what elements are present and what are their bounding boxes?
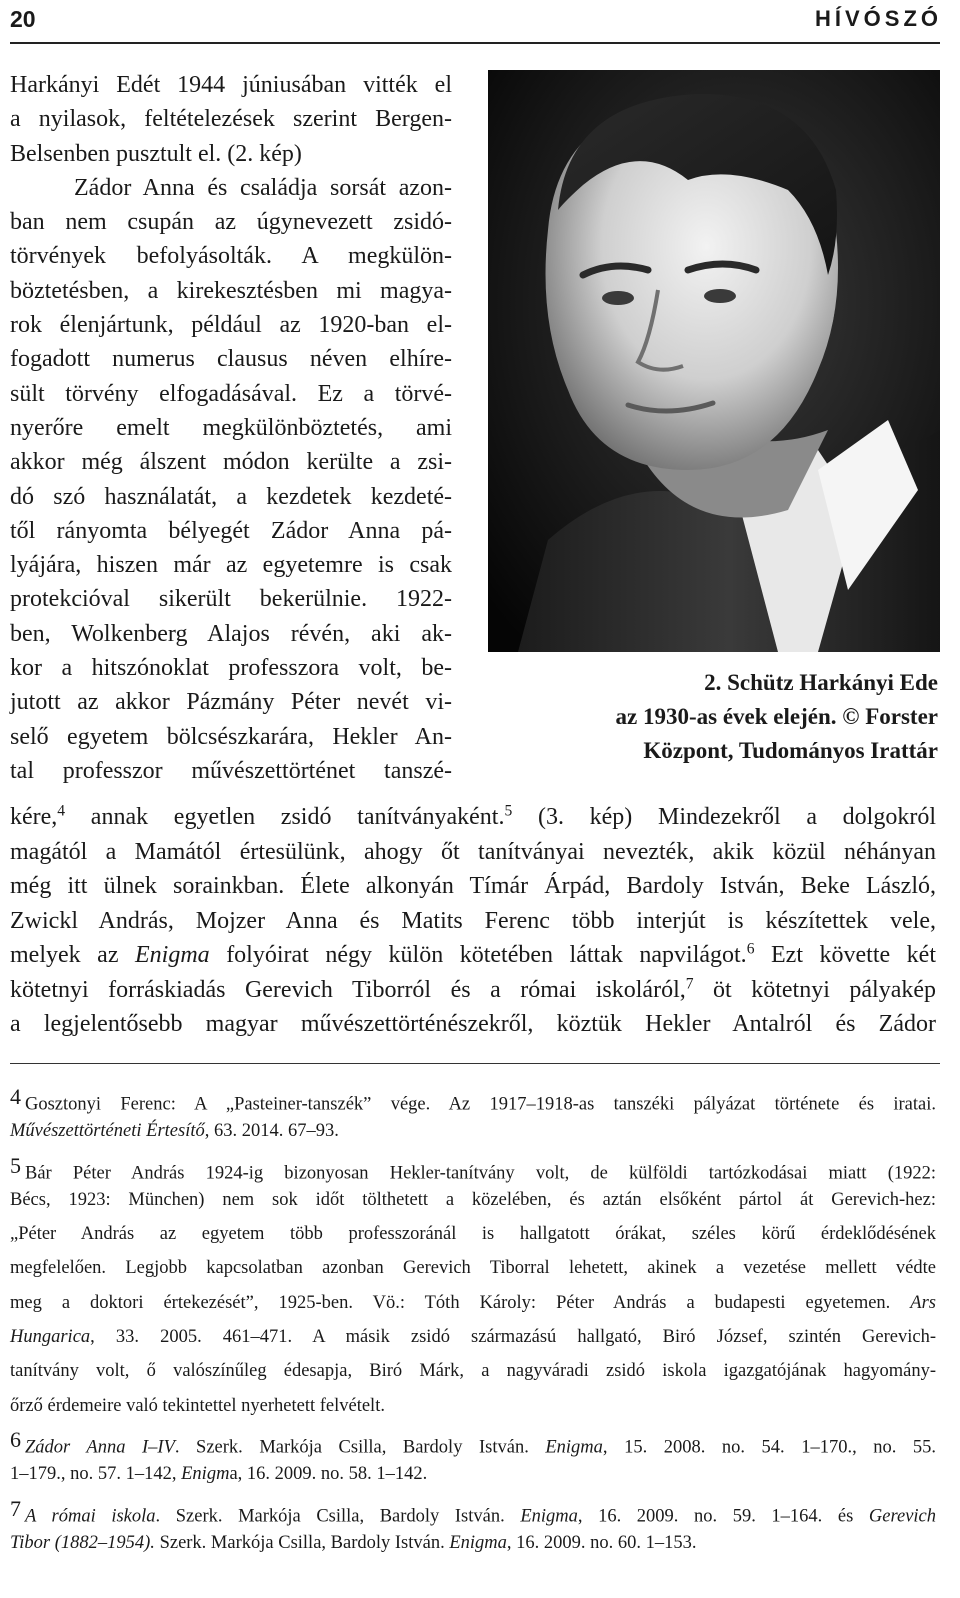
text-line: dó szó használatát, a kezdetek kezdeté- — [10, 483, 452, 510]
text-span: , 63. 2014. 67–93. — [204, 1121, 339, 1142]
footnote-ref: 7 — [685, 974, 694, 992]
text-span: 1–179., no. 57. 1–142, — [10, 1464, 182, 1485]
text-line: selő egyetem bölcsészkarára, Hekler An- — [10, 723, 452, 750]
footnote-4-line — [10, 1114, 936, 1148]
text-span: . Szerk. Markója Csilla, Bardoly István. — [174, 1437, 546, 1458]
text-span: . Szerk. Markója Csilla, Bardoly István. — [155, 1506, 521, 1527]
footnote-ref: 4 — [57, 802, 66, 820]
text-span: Szerk. Markója Csilla, Bardoly István. — [154, 1532, 450, 1553]
text-span: öt kötetnyi pályakép — [693, 976, 937, 1003]
footnote-5-line — [10, 1320, 936, 1354]
text-line: nyerőre emelt megkülönböztetés, ami — [10, 414, 452, 441]
body-text — [10, 800, 936, 1042]
page-header — [0, 0, 960, 50]
text-line: még itt ülnek sorainkban. Élete alkonyán Tímár Árpád, Bardoly István, Beke László, — [10, 873, 936, 899]
text-line: jutott az akkor Pázmány Péter nevét vi- — [10, 689, 452, 716]
portrait-illustration — [488, 70, 940, 652]
footnote-5-line: „Péter András az egyetem több professzoránál is hallgatott órákat, széles körű érdeklődésének — [10, 1224, 936, 1245]
text-line: fogadott numerus clausus néven elhíre- — [10, 346, 452, 373]
column-text — [10, 68, 452, 788]
footnote-number: 6 — [10, 1426, 21, 1452]
footnote-number: 5 — [10, 1152, 21, 1178]
text-line: magától a Mamától értesülünk, ahogy őt tanítványai nevezték, akik közül néhányan — [10, 838, 936, 865]
header-rule — [10, 42, 940, 44]
text-line: ben, Wolkenberg Alajos révén, aki ak- — [10, 620, 452, 647]
journal-name: Hungarica — [10, 1327, 91, 1348]
text-span: kötetnyi forráskiadás Gerevich Tiborról és a római iskoláról, — [10, 976, 686, 1003]
journal-name: Ars — [910, 1292, 936, 1313]
footnote-7-line — [10, 1526, 936, 1560]
footnote-7-line — [10, 1492, 936, 1526]
text-line: Zwickl András, Mojzer Anna és Matits Ferenc több interjút is készítettek vele, — [10, 907, 936, 934]
journal-name: Enigma — [135, 942, 210, 968]
footnote-4-line — [10, 1080, 936, 1114]
text-line: ban nem csupán az úgynevezett zsidó- — [10, 209, 452, 236]
footnote-5-line — [10, 1149, 936, 1183]
text-span: , 16. 2009. no. 60. 1–153. — [506, 1532, 697, 1553]
text-line: a legjelentősebb magyar művészettörténészekről, köztük Hekler Antalról és Zádor — [10, 1011, 936, 1037]
text-span: folyóirat négy külön kötetében láttak napvilágot. — [209, 942, 747, 968]
footnote-5-line — [10, 1286, 936, 1320]
text-line: kor a hitszónoklat professzora volt, be- — [10, 655, 452, 682]
text-line: Zádor Anna és családja sorsát azon- — [74, 174, 452, 201]
photo-caption — [538, 666, 938, 768]
text-line: tal professzor művészettörténet tanszé- — [10, 757, 452, 784]
text-span: Bár Péter András 1924-ig bizonyosan Hekler-tanítvány volt, de külföldi tartózkodásai miatt (1922: — [25, 1163, 936, 1184]
portrait-photo — [488, 70, 940, 652]
text-span: , 33. 2005. 461–471. A másik zsidó származású hallgató, Biró József, szintén Gerevich- — [90, 1327, 936, 1348]
journal-title: HÍVÓSZÓ — [814, 6, 942, 31]
book-title: Tibor (1882–1954). — [10, 1532, 155, 1553]
text-span: melyek az — [10, 942, 135, 968]
footnote-ref: 5 — [504, 802, 513, 820]
text-line: Belsenben pusztult el. (2. kép) — [10, 140, 302, 167]
caption-line: 2. Schütz Harkányi Ede — [704, 670, 938, 695]
footnote-rule — [10, 1063, 940, 1064]
text-line — [10, 800, 936, 835]
text-span: (3. kép) Mindezekről a dolgokról — [512, 804, 936, 830]
text-line: protekcióval sikerült bekerülnie. 1922- — [10, 586, 452, 613]
text-line: törvények befolyásolták. A megkülön- — [10, 243, 452, 270]
text-line: lyájára, hiszen már az egyetemre is csak — [10, 552, 452, 579]
text-line: Harkányi Edét 1944 júniusában vitték el — [10, 72, 452, 98]
footnote-6-line — [10, 1457, 936, 1491]
caption-line: Központ, Tudományos Irattár — [643, 738, 938, 763]
text-span: a, 16. 2009. no. 58. 1–142. — [229, 1464, 428, 1485]
footnote-number: 7 — [10, 1495, 21, 1521]
text-span: annak egyetlen zsidó tanítványaként. — [65, 804, 505, 830]
text-line: sült törvény elfogadásával. Ez a törvé- — [10, 380, 452, 407]
journal-name: Művészettörténeti Értesítő — [10, 1121, 205, 1142]
text-span: , 16. 2009. no. 59. 1–164. és — [577, 1506, 869, 1527]
text-span: Gosztonyi Ferenc: A „Pasteiner-tanszék” vége. Az 1917–1918-as tanszéki pályázat története és iratai. — [25, 1094, 936, 1115]
book-title: Zádor Anna I–IV — [25, 1437, 175, 1458]
text-line: rok élenjártunk, például az 1920-ban el- — [10, 312, 452, 339]
journal-name: Enigma — [545, 1437, 603, 1458]
text-line: a nyilasok, feltételezések szerint Bergen- — [10, 106, 452, 133]
text-line: akkor még álszent módon kerülte a zsi- — [10, 449, 452, 476]
journal-name: Enigma — [520, 1506, 578, 1527]
caption-line: az 1930-as évek elején. © Forster — [615, 704, 938, 729]
footnote-ref: 6 — [746, 940, 755, 958]
footnote-number: 4 — [10, 1084, 21, 1109]
text-span: meg a doktori értekezését”, 1925-ben. Vö.: Tóth Károly: Péter András a budapesti egyetemen. — [10, 1292, 911, 1313]
footnote-5-line: megfelelően. Legjobb kapcsolatban azonban Gerevich Tiborral lehetett, akinek a vezetése mellett védte — [10, 1258, 936, 1279]
footnote-5-line: őrző érdemeire való tekintettel nyerhetett felvételt. — [10, 1395, 385, 1416]
footnote-5-line: Bécs, 1923: München) nem sok időt tölthetett a közelében, és aztán elsőként pártol át Gerevich-hez: — [10, 1189, 936, 1210]
text-line — [10, 938, 936, 973]
text-line: böztetésben, a kirekesztésben mi magya- — [10, 277, 452, 304]
text-span: , 15. 2008. no. 54. 1–170., no. 55. — [602, 1437, 937, 1458]
journal-name: Enigma — [449, 1532, 507, 1553]
page-number: 20 — [10, 6, 36, 32]
footnotes — [10, 1080, 936, 1560]
text-line — [10, 973, 936, 1008]
text-span: Ezt követte két — [754, 942, 936, 968]
book-title: Gerevich — [868, 1506, 937, 1527]
footnote-5-line: tanítvány volt, ő valószínűleg édesapja, Biró Márk, a nagyváradi zsidó iskola igazgatójának hagyomány- — [10, 1361, 936, 1382]
footnote-6-line — [10, 1423, 936, 1457]
text-span: kére, — [10, 804, 58, 830]
journal-name: Enigm — [181, 1464, 230, 1485]
book-title: A római iskola — [25, 1506, 156, 1527]
text-line: től rányomta bélyegét Zádor Anna pá- — [10, 517, 452, 544]
